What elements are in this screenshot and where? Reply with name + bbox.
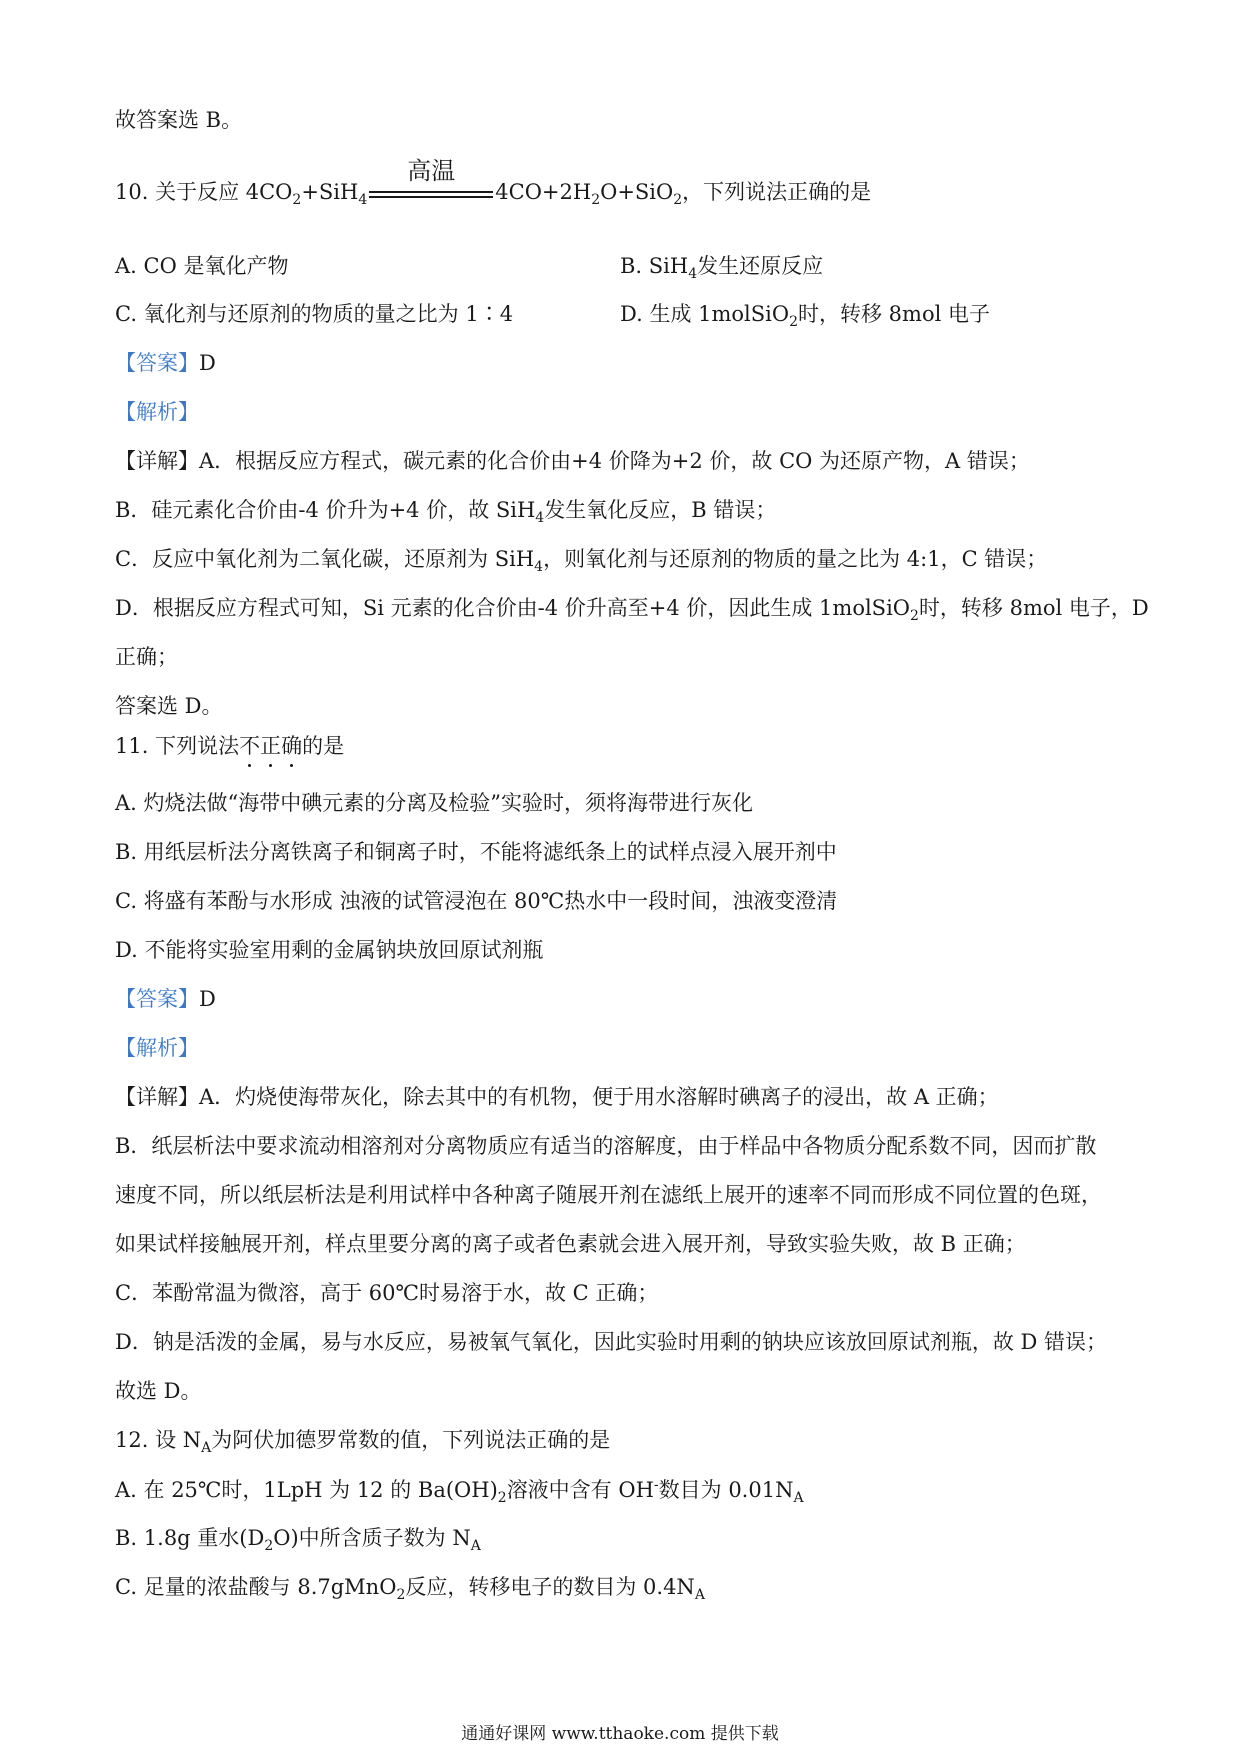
q11-detail-b-1 xyxy=(115,1134,1096,1159)
text: ，则氧化剂与还原剂的物质的量之比为 4:1，C 错误； xyxy=(543,547,1048,571)
q10-option-c xyxy=(115,302,513,327)
q12-option-b xyxy=(115,1526,481,1555)
emphasis-char: 不 xyxy=(239,734,261,758)
subscript: A xyxy=(470,1538,481,1555)
text: A. 在 25℃时，1LpH 为 12 的 Ba(OH) xyxy=(115,1478,498,1502)
q10-conclusion xyxy=(115,694,223,719)
text: +SiH xyxy=(301,180,359,204)
page-footer xyxy=(0,1724,1240,1744)
text: B．硅元素化合价由-4 价升为+4 价，故 SiH xyxy=(115,498,536,522)
q10-detail-d-cont xyxy=(115,645,178,670)
emphasis-char: 正 xyxy=(260,734,282,758)
detail-label: 【详解】 xyxy=(115,1085,199,1109)
subscript: 4 xyxy=(358,192,368,209)
text: 发生氧化反应，B 错误； xyxy=(544,498,777,522)
subscript: A xyxy=(201,1440,212,1457)
answer-label: 【答案】 xyxy=(115,351,199,375)
text: ，下列说法正确的是 xyxy=(682,180,872,204)
text: 正确； xyxy=(115,645,178,669)
text: 12. 设 N xyxy=(115,1428,202,1452)
q10-detail-c xyxy=(115,547,1047,576)
answer-label: 【答案】 xyxy=(115,987,199,1011)
text: D. 不能将实验室用剩的金属钠块放回原试剂瓶 xyxy=(115,938,544,962)
q11-option-c xyxy=(115,889,837,914)
text: 时，转移 8mol 电子，D xyxy=(918,596,1149,620)
subscript: 2 xyxy=(292,192,302,209)
condition-label: 高温 xyxy=(407,156,456,185)
text: 故答案选 B。 xyxy=(115,108,243,132)
answer-value: D xyxy=(199,987,216,1011)
emphasis-char: 确 xyxy=(281,734,303,758)
text: C．苯酚常温为微溶，高于 60℃时易溶于水，故 C 正确； xyxy=(115,1281,659,1305)
subscript: 2 xyxy=(910,608,919,625)
subscript: A xyxy=(793,1490,804,1507)
q11-answer xyxy=(115,987,216,1012)
reaction-condition xyxy=(369,156,493,205)
text: 如果试样接触展开剂，样点里要分离的离子或者色素就会进入展开剂，导致实验失败，故 B 正确； xyxy=(115,1232,1026,1256)
detail-label: 【详解】 xyxy=(115,449,199,473)
q11-option-d xyxy=(115,938,543,963)
text: B．纸层析法中要求流动相溶剂对分离物质应有适当的溶解度，由于样品中各物质分配系数不同，因而扩散 xyxy=(115,1134,1097,1158)
subscript: 2 xyxy=(497,1490,507,1507)
q11-detail-d xyxy=(115,1330,1107,1355)
q10-answer xyxy=(115,351,216,376)
subscript: 4 xyxy=(535,510,545,527)
q11-detail-c xyxy=(115,1281,658,1306)
superscript: - xyxy=(653,1477,659,1493)
q11-conclusion xyxy=(115,1379,202,1404)
text: C．反应中氧化剂为二氧化碳，还原剂为 SiH xyxy=(115,547,535,571)
text: O)中所含质子数为 N xyxy=(273,1526,471,1550)
q11-detail-a xyxy=(115,1085,999,1110)
text: C. 氧化剂与还原剂的物质的量之比为 1∶4 xyxy=(115,302,514,326)
question-10-stem xyxy=(115,156,872,209)
q11-option-b xyxy=(115,840,837,865)
text: B. SiH xyxy=(620,254,689,278)
text: A．灼烧使海带灰化，除去其中的有机物，便于用水溶解时碘离子的浸出，故 A 正确； xyxy=(199,1085,999,1109)
text: 答案选 D。 xyxy=(115,694,223,718)
text: D. 生成 1molSiO xyxy=(620,302,790,326)
text: 数目为 0.01N xyxy=(658,1478,794,1502)
q10-detail-b xyxy=(115,498,776,527)
text: B. 用纸层析法分离铁离子和铜离子时，不能将滤纸条上的试样点浸入展开剂中 xyxy=(115,840,837,864)
subscript: 2 xyxy=(789,314,798,331)
text: D．钠是活泼的金属，易与水反应，易被氧气氧化，因此实验时用剩的钠块应该放回原试剂瓶，故 D 错误； xyxy=(115,1330,1108,1354)
text: 时，转移 8mol 电子 xyxy=(798,302,990,326)
text-line-1 xyxy=(115,108,242,133)
q12-option-a xyxy=(115,1477,804,1507)
q10-option-d xyxy=(620,302,990,331)
text: 速度不同，所以纸层析法是利用试样中各种离子随展开剂在滤纸上展开的速率不同而形成不同位置的色斑， xyxy=(115,1183,1102,1207)
question-11-stem xyxy=(115,734,344,759)
q11-detail-b-3 xyxy=(115,1232,1026,1257)
text: 11. 下列说法 xyxy=(115,734,240,758)
q11-option-a xyxy=(115,791,753,816)
analysis-label: 【解析】 xyxy=(115,1036,199,1060)
text: 10. 关于反应 4CO xyxy=(115,180,293,204)
q11-detail-b-2 xyxy=(115,1183,1102,1208)
text: A．根据反应方程式，碳元素的化合价由+4 价降为+2 价，故 CO 为还原产物，A 错误； xyxy=(199,449,1030,473)
q10-detail-a xyxy=(115,449,1030,474)
subscript: 4 xyxy=(534,559,544,576)
subscript: 2 xyxy=(396,1587,406,1604)
text: C. 将盛有苯酚与水形成 浊液的试管浸泡在 80℃热水中一段时间，浊液变澄清 xyxy=(115,889,838,913)
answer-value: D xyxy=(199,351,216,375)
q12-option-c xyxy=(115,1575,705,1604)
text: A. CO 是氧化产物 xyxy=(115,254,289,278)
subscript: 2 xyxy=(264,1538,274,1555)
analysis-label: 【解析】 xyxy=(115,400,199,424)
subscript: A xyxy=(694,1587,705,1604)
footer-text: 通通好课网 www.tthaoke.com 提供下载 xyxy=(461,1724,779,1744)
text: 4CO+2H xyxy=(495,180,592,204)
text: 发生还原反应 xyxy=(697,254,824,278)
q11-analysis-label xyxy=(115,1036,199,1061)
text: 为阿伏加德罗常数的值，下列说法正确的是 xyxy=(211,1428,611,1452)
text: 溶液中含有 OH xyxy=(506,1478,654,1502)
text: 反应，转移电子的数目为 0.4N xyxy=(405,1575,695,1599)
q10-analysis-label xyxy=(115,400,199,425)
text: B. 1.8g 重水(D xyxy=(115,1526,265,1550)
subscript: 2 xyxy=(591,192,601,209)
text: D．根据反应方程式可知，Si 元素的化合价由-4 价升高至+4 价，因此生成 1molSiO xyxy=(115,596,911,620)
question-12-stem xyxy=(115,1428,610,1457)
q10-option-a xyxy=(115,254,288,279)
text: C. 足量的浓盐酸与 8.7gMnO xyxy=(115,1575,397,1599)
text: 故选 D。 xyxy=(115,1379,202,1403)
text: A. 灼烧法做“海带中碘元素的分离及检验”实验时，须将海带进行灰化 xyxy=(115,791,753,815)
subscript: 4 xyxy=(688,266,698,283)
subscript: 2 xyxy=(673,192,683,209)
q10-option-b xyxy=(620,254,823,283)
text: 的是 xyxy=(302,734,345,758)
text: O+SiO xyxy=(600,180,674,204)
q10-detail-d xyxy=(115,596,1149,625)
